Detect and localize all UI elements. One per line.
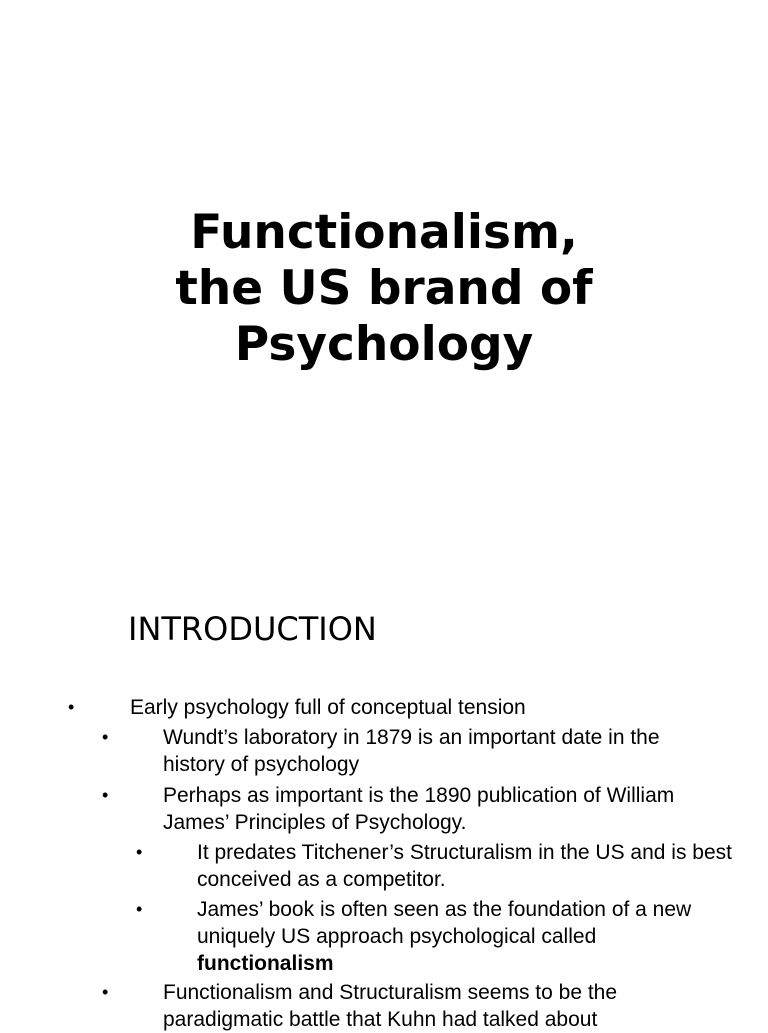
bullet-marker: • [102, 727, 109, 747]
bullet-marker: • [68, 697, 75, 717]
bullet-text: It predates Titchener’s Structuralism in the US and is best conceived as a competitor. [197, 841, 732, 891]
bullet-text: Early psychology full of conceptual tension [130, 696, 526, 719]
bullet-text: Wundt’s laboratory in 1879 is an important date in the history of psychology [163, 726, 660, 776]
bullet-marker: • [136, 842, 143, 862]
bullet-marker: • [102, 785, 109, 805]
bullet-text: Perhaps as important is the 1890 publication of William James’ Principles of Psychology. [163, 784, 675, 834]
title-line-1: Functionalism, [190, 205, 578, 260]
bullet-text [197, 896, 737, 977]
bullet-text-main: James’ book is often seen as the foundation of a new uniquely US approach psychological called [197, 898, 692, 948]
title-line-3: Psychology [234, 317, 534, 372]
bullet-marker: • [136, 899, 143, 919]
bullet-marker: • [102, 982, 109, 1002]
title-line-2: the US brand of [175, 261, 593, 316]
section-heading: INTRODUCTION [128, 610, 377, 648]
bullet-text-bold: functionalism [197, 952, 334, 975]
bullet-text: Functionalism and Structuralism seems to be the paradigmatic battle that Kuhn had talked about [163, 981, 618, 1031]
